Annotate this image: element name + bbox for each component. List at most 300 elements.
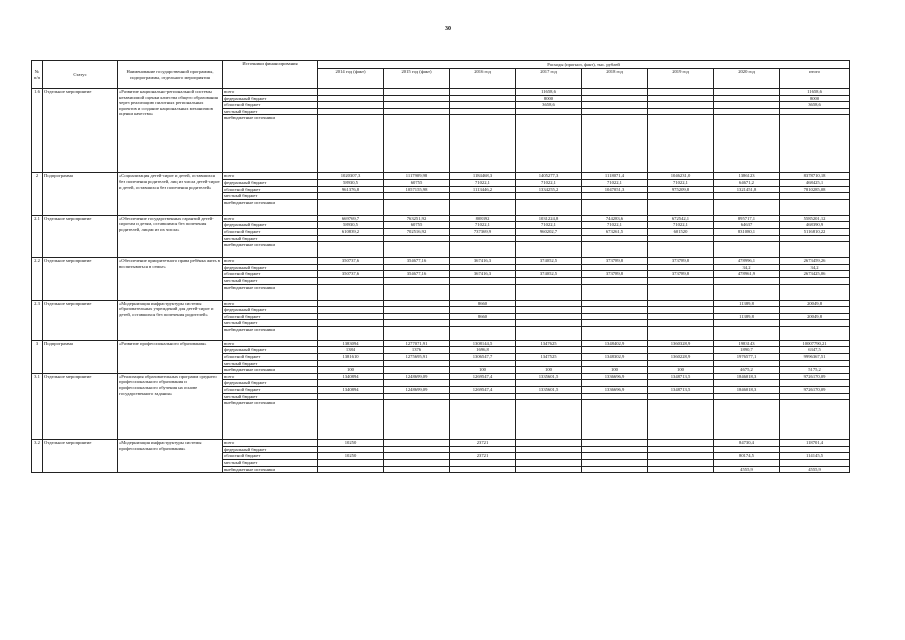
amount-cell	[384, 95, 450, 102]
amount-cell	[516, 380, 582, 387]
amount-cell	[780, 393, 850, 400]
amount-cell	[516, 400, 582, 440]
funding-source: областной бюджет	[223, 313, 318, 320]
amount-cell: 1976577,1	[714, 354, 780, 361]
amount-cell	[582, 115, 648, 173]
amount-cell	[384, 453, 450, 460]
amount-cell	[516, 320, 582, 327]
funding-source: внебюджетные источники	[223, 400, 318, 440]
amount-cell: 10250	[318, 453, 384, 460]
amount-cell: 1117909,98	[384, 173, 450, 180]
amount-cell	[384, 446, 450, 453]
row-name: «Развитие профессионального образования»	[118, 340, 223, 373]
funding-source: областной бюджет	[223, 228, 318, 235]
amount-cell	[384, 199, 450, 215]
amount-cell: 1335601,5	[516, 387, 582, 394]
amount-cell	[318, 284, 384, 300]
amount-cell	[780, 320, 850, 327]
amount-cell	[648, 193, 714, 200]
amount-cell	[450, 89, 516, 96]
amount-cell	[582, 460, 648, 467]
amount-cell	[384, 277, 450, 284]
amount-cell	[648, 277, 714, 284]
amount-cell: 2673425,06	[780, 271, 850, 278]
amount-cell: 1046231,0	[648, 173, 714, 180]
amount-cell	[516, 466, 582, 473]
amount-cell: 1248699,09	[384, 387, 450, 394]
amount-cell: 1348713,5	[648, 373, 714, 380]
table-row	[32, 440, 850, 447]
amount-cell	[780, 199, 850, 215]
funding-source: внебюджетные источники	[223, 367, 318, 374]
amount-cell: 58930,5	[318, 179, 384, 186]
amount-cell: 80174,5	[714, 453, 780, 460]
amount-cell	[450, 108, 516, 115]
amount-cell	[450, 446, 516, 453]
amount-cell: 1890,7	[714, 347, 780, 354]
amount-cell: 1376	[384, 347, 450, 354]
header-year: 2019 год	[648, 69, 714, 89]
amount-cell	[648, 108, 714, 115]
amount-cell: 71022,1	[450, 179, 516, 186]
amount-cell	[516, 347, 582, 354]
header-year: итого	[780, 69, 850, 89]
amount-cell	[516, 284, 582, 300]
amount-cell	[780, 193, 850, 200]
amount-cell: 374052,5	[516, 258, 582, 265]
amount-cell: 23721	[450, 453, 516, 460]
amount-cell	[384, 108, 450, 115]
amount-cell	[582, 313, 648, 320]
amount-cell: 1340894	[318, 387, 384, 394]
header-year: 2017 год	[516, 69, 582, 89]
funding-source: областной бюджет	[223, 354, 318, 361]
amount-cell	[582, 95, 648, 102]
amount-cell	[450, 115, 516, 173]
row-name: «Обеспечение государственных гарантий детей-сиротам и детям, оставшимся без попечения родителей, лицам из их числа»	[118, 215, 223, 257]
amount-cell	[516, 307, 582, 314]
amount-cell	[384, 193, 450, 200]
header-name: Наименование государственной программы, подпрограммы, отдельного мероприятия	[118, 61, 223, 89]
amount-cell	[384, 89, 450, 96]
amount-cell: 669769,7	[318, 215, 384, 222]
amount-cell	[450, 307, 516, 314]
row-name: «Реализация образовательных программ среднего профессионального образования и профессионального обучения на основе государственного задания»	[118, 373, 223, 439]
table-row	[32, 340, 850, 347]
amount-cell	[318, 277, 384, 284]
amount-cell	[318, 313, 384, 320]
amount-cell	[318, 326, 384, 340]
amount-cell	[714, 235, 780, 242]
funding-source: местный бюджет	[223, 460, 318, 467]
amount-cell: 100	[318, 367, 384, 374]
funding-source: всего	[223, 173, 318, 180]
row-status: Отдельное мероприятие	[43, 373, 118, 439]
funding-source: областной бюджет	[223, 102, 318, 109]
amount-cell: 1348302,9	[582, 354, 648, 361]
amount-cell	[714, 95, 780, 102]
amount-cell	[318, 393, 384, 400]
amount-cell: 1277071,91	[384, 340, 450, 347]
amount-cell	[318, 460, 384, 467]
amount-cell	[582, 320, 648, 327]
amount-cell	[780, 284, 850, 300]
amount-cell	[648, 453, 714, 460]
amount-cell	[582, 264, 648, 271]
amount-cell	[582, 393, 648, 400]
amount-cell: 9996367,51	[780, 354, 850, 361]
amount-cell: 23721	[450, 440, 516, 447]
amount-cell	[714, 460, 780, 467]
amount-cell: 1308144,5	[450, 340, 516, 347]
amount-cell	[516, 326, 582, 340]
amount-cell	[648, 313, 714, 320]
row-number: 2.3	[32, 300, 43, 340]
amount-cell	[780, 235, 850, 242]
header-year: 2014 год (факт)	[318, 69, 384, 89]
amount-cell	[582, 102, 648, 109]
amount-cell: 8378710,18	[780, 173, 850, 180]
amount-cell: 3658,6	[516, 102, 582, 109]
row-status: Отдельное мероприятие	[43, 89, 118, 173]
amount-cell	[384, 440, 450, 447]
amount-cell: 100	[582, 367, 648, 374]
amount-cell	[648, 300, 714, 307]
row-number: 2.1	[32, 215, 43, 257]
amount-cell: 4675,2	[714, 367, 780, 374]
amount-cell	[516, 277, 582, 284]
header-status: Статус	[43, 61, 118, 89]
header-source: Источники финансирования	[223, 61, 318, 89]
amount-cell: 4555,9	[780, 466, 850, 473]
amount-cell: 34,2	[780, 264, 850, 271]
amount-cell	[648, 360, 714, 367]
amount-cell: 1336696,9	[582, 387, 648, 394]
amount-cell	[780, 460, 850, 467]
amount-cell	[714, 102, 780, 109]
amount-cell	[648, 440, 714, 447]
amount-cell	[384, 320, 450, 327]
amount-cell	[516, 242, 582, 258]
funding-source: всего	[223, 440, 318, 447]
amount-cell	[318, 95, 384, 102]
amount-cell	[318, 264, 384, 271]
amount-cell: 5116810,22	[780, 228, 850, 235]
amount-cell: 373789,8	[582, 258, 648, 265]
amount-cell	[648, 393, 714, 400]
amount-cell: 1306547,7	[450, 354, 516, 361]
amount-cell: 5175,2	[780, 367, 850, 374]
amount-cell	[714, 108, 780, 115]
amount-cell	[384, 264, 450, 271]
amount-cell	[384, 360, 450, 367]
amount-cell	[384, 242, 450, 258]
amount-cell	[318, 466, 384, 473]
amount-cell	[450, 264, 516, 271]
amount-cell	[648, 89, 714, 96]
amount-cell	[648, 380, 714, 387]
amount-cell: 9726170,09	[780, 373, 850, 380]
amount-cell: 1321451,8	[714, 186, 780, 193]
amount-cell	[450, 400, 516, 440]
amount-cell	[648, 320, 714, 327]
funding-source: местный бюджет	[223, 360, 318, 367]
amount-cell	[384, 115, 450, 173]
amount-cell	[516, 446, 582, 453]
amount-cell	[318, 300, 384, 307]
amount-cell	[648, 446, 714, 453]
amount-cell: 1360228,9	[648, 354, 714, 361]
row-number: 2.2	[32, 258, 43, 300]
amount-cell	[648, 466, 714, 473]
amount-cell	[450, 199, 516, 215]
amount-cell: 895717,1	[714, 215, 780, 222]
amount-cell: 1381610	[318, 354, 384, 361]
row-status: Подпрограмма	[43, 173, 118, 215]
amount-cell	[582, 326, 648, 340]
funding-source: областной бюджет	[223, 387, 318, 394]
funding-source: всего	[223, 258, 318, 265]
amount-cell: 71022,1	[648, 222, 714, 229]
amount-cell: 374052,5	[516, 271, 582, 278]
amount-cell	[318, 446, 384, 453]
amount-cell: 1340894	[318, 373, 384, 380]
amount-cell	[318, 320, 384, 327]
amount-cell	[516, 235, 582, 242]
amount-cell	[318, 235, 384, 242]
amount-cell	[648, 235, 714, 242]
funding-source: областной бюджет	[223, 453, 318, 460]
amount-cell: 11389,8	[714, 300, 780, 307]
amount-cell	[450, 326, 516, 340]
amount-cell: 672542,1	[648, 215, 714, 222]
amount-cell: 1405277,3	[516, 173, 582, 180]
amount-cell	[384, 326, 450, 340]
amount-cell: 84730,4	[714, 440, 780, 447]
amount-cell: 64637	[714, 222, 780, 229]
amount-cell	[648, 400, 714, 440]
amount-cell: 10007790,21	[780, 340, 850, 347]
row-number: 3.1	[32, 373, 43, 439]
row-status: Отдельное мероприятие	[43, 215, 118, 257]
funding-source: всего	[223, 89, 318, 96]
header-num: № п/п	[32, 61, 43, 89]
amount-cell: 1113446,2	[450, 186, 516, 193]
amount-cell: 71022,1	[450, 222, 516, 229]
table-row	[32, 300, 850, 307]
funding-source: местный бюджет	[223, 193, 318, 200]
amount-cell	[450, 360, 516, 367]
amount-cell	[450, 277, 516, 284]
amount-cell	[516, 393, 582, 400]
amount-cell: 373789,8	[648, 271, 714, 278]
amount-cell	[582, 380, 648, 387]
amount-cell	[780, 326, 850, 340]
header-year: 2016 год	[450, 69, 516, 89]
funding-source: областной бюджет	[223, 271, 318, 278]
amount-cell: 367416,3	[450, 271, 516, 278]
amount-cell: 9726170,09	[780, 387, 850, 394]
amount-cell: 831080,1	[714, 228, 780, 235]
funding-source: местный бюджет	[223, 108, 318, 115]
amount-cell	[450, 193, 516, 200]
amount-cell	[318, 360, 384, 367]
page-number: 30	[445, 26, 451, 32]
amount-cell: 8000	[780, 95, 850, 102]
amount-cell	[780, 446, 850, 453]
amount-cell	[450, 242, 516, 258]
budget-table	[31, 60, 850, 473]
row-name: «Развитие национально-региональной системы независимой оценки качества общего образования через реализацию пилотных региональных проектов и создание национальных механизмов оценки качества»	[118, 89, 223, 173]
amount-cell	[582, 199, 648, 215]
amount-cell	[714, 199, 780, 215]
amount-cell	[516, 300, 582, 307]
amount-cell: 60755	[384, 179, 450, 186]
amount-cell	[450, 235, 516, 242]
amount-cell	[582, 284, 648, 300]
amount-cell	[516, 115, 582, 173]
amount-cell	[714, 380, 780, 387]
amount-cell: 8000	[516, 95, 582, 102]
amount-cell: 3658,6	[780, 102, 850, 109]
amount-cell	[582, 235, 648, 242]
amount-cell: 4555,9	[714, 466, 780, 473]
amount-cell	[384, 400, 450, 440]
amount-cell	[384, 380, 450, 387]
funding-source: всего	[223, 340, 318, 347]
amount-cell	[780, 360, 850, 367]
funding-source: внебюджетные источники	[223, 242, 318, 258]
amount-cell: 1360328,9	[648, 340, 714, 347]
amount-cell	[318, 102, 384, 109]
amount-cell	[714, 277, 780, 284]
row-status: Отдельное мероприятие	[43, 258, 118, 300]
row-name: «Модернизация инфраструктуры системы профессионального образования»	[118, 440, 223, 473]
amount-cell	[516, 199, 582, 215]
amount-cell: 1383094	[318, 340, 384, 347]
amount-cell: 808392	[450, 215, 516, 222]
funding-source: федеральный бюджет	[223, 380, 318, 387]
funding-source: федеральный бюджет	[223, 264, 318, 271]
amount-cell: 1057155,98	[384, 186, 450, 193]
amount-cell	[582, 89, 648, 96]
funding-source: всего	[223, 300, 318, 307]
funding-source: внебюджетные источники	[223, 284, 318, 300]
amount-cell	[384, 300, 450, 307]
amount-cell: 373789,8	[648, 258, 714, 265]
funding-source: местный бюджет	[223, 235, 318, 242]
amount-cell	[714, 446, 780, 453]
table-row	[32, 373, 850, 380]
amount-cell	[582, 360, 648, 367]
amount-cell	[384, 235, 450, 242]
amount-cell: 1348713,5	[648, 387, 714, 394]
amount-cell	[780, 277, 850, 284]
amount-cell	[648, 347, 714, 354]
amount-cell: 100	[450, 367, 516, 374]
amount-cell	[582, 446, 648, 453]
amount-cell: 737369,9	[450, 228, 516, 235]
amount-cell	[714, 393, 780, 400]
amount-cell: 100	[516, 367, 582, 374]
funding-source: местный бюджет	[223, 393, 318, 400]
amount-cell	[648, 102, 714, 109]
amount-cell	[780, 108, 850, 115]
header-expenses: Расходы (прогноз, факт), тыс. рублей	[318, 61, 850, 69]
amount-cell	[714, 89, 780, 96]
amount-cell: 20049,8	[780, 313, 850, 320]
amount-cell	[648, 326, 714, 340]
amount-cell	[516, 360, 582, 367]
amount-cell	[450, 95, 516, 102]
amount-cell: 71022,1	[648, 179, 714, 186]
amount-cell	[318, 380, 384, 387]
amount-cell	[516, 313, 582, 320]
amount-cell: 702516,92	[384, 228, 450, 235]
amount-cell: 1347625	[516, 340, 582, 347]
row-number: 3.2	[32, 440, 43, 473]
amount-cell: 71022,1	[582, 222, 648, 229]
row-name: «Социализация детей-сирот и детей, оставшихся без попечения родителей, лиц из числа детей-сирот и детей, оставшихся без попечения родителей»	[118, 173, 223, 215]
amount-cell: 1335601,5	[516, 373, 582, 380]
amount-cell: 1696,8	[450, 347, 516, 354]
amount-cell: 8660	[450, 300, 516, 307]
amount-cell: 468425,1	[780, 179, 850, 186]
funding-source: местный бюджет	[223, 320, 318, 327]
amount-cell	[384, 393, 450, 400]
funding-source: федеральный бюджет	[223, 307, 318, 314]
amount-cell: 7810285,08	[780, 186, 850, 193]
amount-cell: 763251,92	[384, 215, 450, 222]
amount-cell: 64671,2	[714, 179, 780, 186]
amount-cell: 350737,6	[318, 258, 384, 265]
table-row	[32, 173, 850, 180]
funding-source: федеральный бюджет	[223, 222, 318, 229]
amount-cell	[384, 460, 450, 467]
row-number: 2	[32, 173, 43, 215]
amount-cell	[714, 115, 780, 173]
funding-source: областной бюджет	[223, 186, 318, 193]
amount-cell	[450, 460, 516, 467]
amount-cell	[714, 400, 780, 440]
amount-cell: 961376,8	[318, 186, 384, 193]
funding-source: внебюджетные источники	[223, 466, 318, 473]
table-row	[32, 258, 850, 265]
amount-cell	[384, 307, 450, 314]
amount-cell: 744283,6	[582, 215, 648, 222]
amount-cell: 1269547,4	[450, 387, 516, 394]
amount-cell	[318, 199, 384, 215]
amount-cell	[384, 313, 450, 320]
amount-cell: 34,2	[714, 264, 780, 271]
funding-source: всего	[223, 215, 318, 222]
amount-cell	[450, 393, 516, 400]
amount-cell	[714, 307, 780, 314]
amount-cell: 1118071,4	[582, 173, 648, 180]
amount-cell	[582, 466, 648, 473]
amount-cell	[780, 400, 850, 440]
header-year: 2015 год (факт)	[384, 69, 450, 89]
amount-cell	[450, 466, 516, 473]
header-year: 2018 год	[582, 69, 648, 89]
table-row	[32, 89, 850, 96]
amount-cell	[582, 400, 648, 440]
amount-cell: 1031224,8	[516, 215, 582, 222]
amount-cell: 100	[648, 367, 714, 374]
amount-cell: 118701,4	[780, 440, 850, 447]
row-number: 1.6	[32, 89, 43, 173]
amount-cell: 114145,5	[780, 453, 850, 460]
